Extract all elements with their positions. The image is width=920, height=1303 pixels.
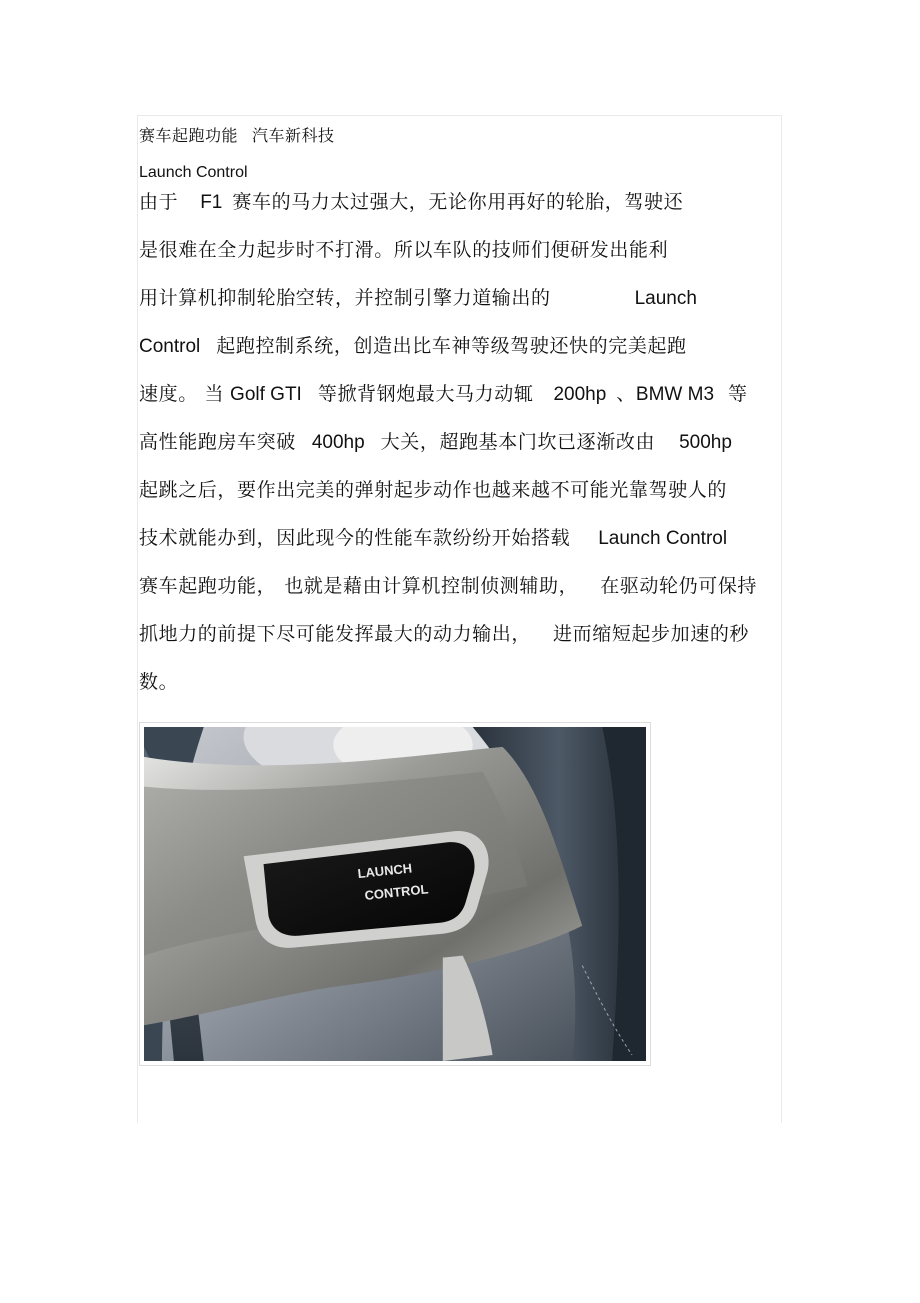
paragraph-line-4 [139, 322, 789, 370]
text-run: 数。 [139, 671, 179, 693]
text-run: 起跑控制系统，创造出比车神等级驾驶还快的完美起跑 [216, 335, 687, 357]
text-run: 等掀背钢炮最大马力动辄 [317, 383, 534, 405]
text-run: Control [139, 336, 201, 357]
text-run: Launch [634, 288, 697, 309]
text-run: 赛车起跑功能， [139, 575, 277, 597]
paragraph-line-2 [139, 226, 789, 274]
paragraph-line-3 [139, 274, 789, 322]
text-run: 进而缩短起步加速的秒 [553, 623, 750, 645]
launch-control-photo [139, 722, 651, 1066]
title-part-1: 赛车起跑功能 [139, 126, 239, 145]
text-run: 400hp [311, 432, 365, 453]
paragraph-line-5 [139, 370, 789, 418]
text-run: 起跳之后，要作出完美的弹射起步动作也越来越不可能光靠驾驶人的 [139, 479, 728, 501]
text-run: 用计算机抑制轮胎空转，并控制引擎力道输出的 [139, 287, 551, 309]
text-run: F1 [200, 192, 223, 213]
text-run: Golf GTI [230, 384, 302, 405]
text-run: 在驱动轮仍可保持 [600, 575, 758, 597]
steering-wheel-illustration [144, 727, 646, 1061]
text-run: 200hp [553, 384, 607, 405]
paragraph-line-11 [139, 658, 789, 706]
text-run: 抓地力的前提下尽可能发挥最大的动力输出， [139, 623, 532, 645]
text-run: 速度。 当 [139, 383, 225, 405]
paragraph-line-9 [139, 562, 789, 610]
text-run: 、 [616, 383, 636, 405]
text-run: 由于 [139, 191, 179, 213]
paragraph-line-6 [139, 418, 789, 466]
title-part-2: 汽车新科技 [252, 126, 335, 145]
text-run: 等 [728, 383, 748, 405]
text-run: 也就是藉由计算机控制侦测辅助， [284, 575, 579, 597]
text-run: 大关，超跑基本门坎已逐渐改由 [380, 431, 656, 453]
text-run: Launch Control [598, 528, 728, 549]
text-run: 赛车的马力太过强大，无论你用再好的轮胎，驾驶还 [232, 191, 684, 213]
page-title [139, 124, 789, 148]
text-run: 高性能跑房车突破 [139, 431, 296, 453]
paragraph-line-10 [139, 610, 789, 658]
document-body [139, 124, 789, 706]
paragraph-line-1 [139, 189, 789, 215]
text-run: 500hp [679, 432, 732, 453]
button-text-line-2: CONTROL [363, 881, 430, 903]
paragraph-line-8 [139, 514, 789, 562]
button-text-line-1: LAUNCH [356, 860, 413, 882]
paragraph-line-7 [139, 466, 789, 514]
text-run: 技术就能办到，因此现今的性能车款纷纷开始搭载 [139, 527, 571, 549]
subtitle: Launch Control [139, 164, 248, 181]
text-run: 是很难在全力起步时不打滑。所以车队的技师们便研发出能利 [139, 239, 669, 261]
text-run: BMW M3 [635, 384, 715, 405]
